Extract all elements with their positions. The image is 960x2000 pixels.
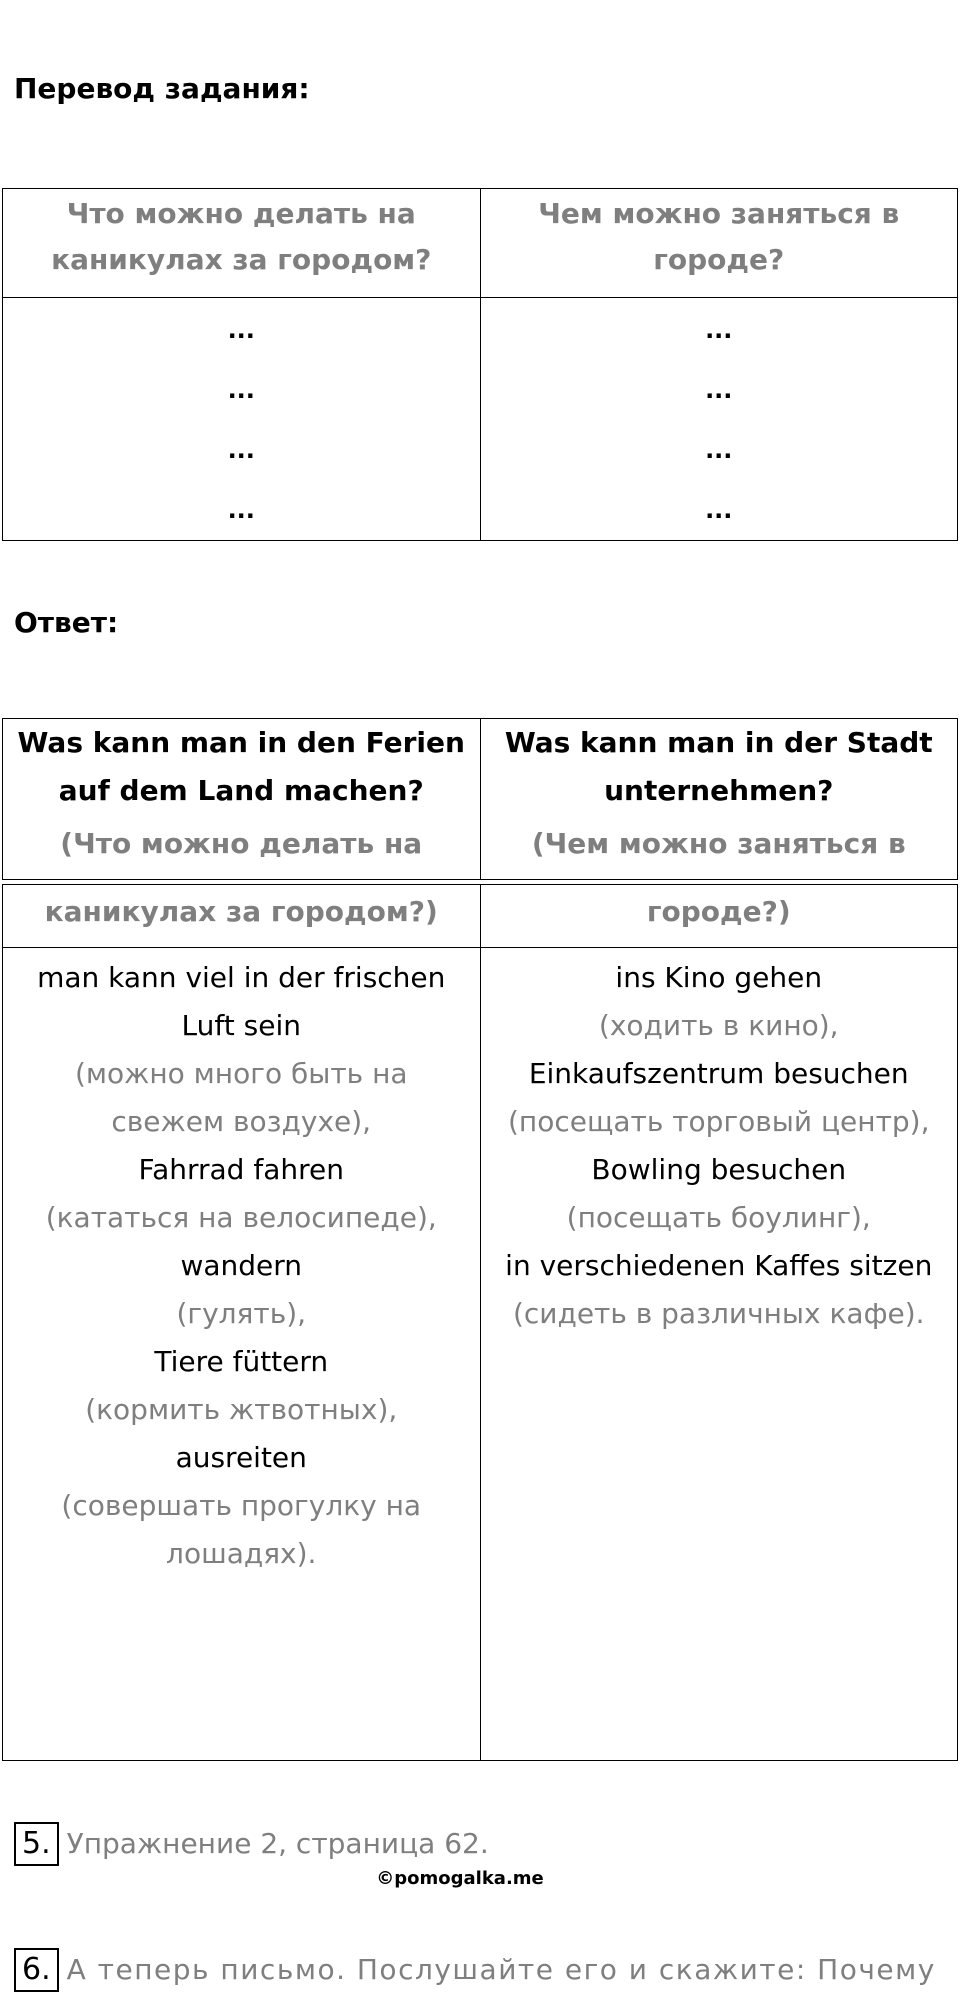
translation-line: свежем воздухе), [111,1105,372,1138]
translation-line: (совершать прогулку на [61,1489,422,1522]
translation-line: (посещать боулинг), [566,1201,871,1234]
header-line: auf dem Land machen? [58,774,424,807]
answer-body-row [3,948,958,1761]
answer-line: Fahrrad fahren [138,1153,344,1186]
translation-col2-header [480,189,958,298]
translation-line: (кормить жтвотных), [85,1393,398,1426]
translation-col1-body [3,298,481,541]
header-line: Чем можно заняться в [538,197,900,230]
exercise-5 [14,1822,489,1866]
answer-col2-subheader [480,885,958,948]
exercise-text: А теперь письмо. Послушайте его и скажите: Почему [66,1953,936,1986]
header-line: Was kann man in den Ferien [17,726,465,759]
translation-line: (можно много быть на [74,1057,408,1090]
answer-line: Bowling besuchen [591,1153,847,1186]
translation-col2-body [480,298,958,541]
header-translation: (Что можно делать на [60,827,423,860]
ellipsis: ... [705,436,733,464]
translation-line: (сидеть в различных кафе). [512,1297,925,1330]
answer-line: Luft sein [181,1009,301,1042]
ellipsis: ... [227,496,255,524]
translation-line: лошадях). [166,1537,317,1570]
header-line: Что можно делать на [66,197,416,230]
translation-body-row [3,298,958,541]
header-translation: городе?) [646,895,791,928]
answer-line: Einkaufszentrum besuchen [528,1057,909,1090]
translation-line: (кататься на велосипеде), [45,1201,437,1234]
answer-col1-body [3,948,481,1761]
answer-line: ins Kino gehen [615,961,823,994]
translation-col1-header [3,189,481,298]
header-line: городе? [653,243,785,276]
translation-header-row [3,189,958,298]
translation-table [2,188,958,541]
header-translation: каникулах за городом?) [44,895,438,928]
answer-col2-body [480,948,958,1761]
exercise-text: Упражнение 2, страница 62. [66,1827,489,1860]
answer-line: man kann viel in der frischen [37,961,446,994]
translation-heading: Перевод задания: [14,72,310,105]
ellipsis: ... [227,436,255,464]
header-translation: (Чем можно заняться в [531,827,906,860]
answer-table-header [2,718,958,880]
header-line: каникулах за городом? [51,243,432,276]
answer-header-row [3,719,958,880]
ellipsis: ... [227,316,255,344]
answer-line: wandern [180,1249,303,1282]
header-line: Was kann man in der Stadt [504,726,933,759]
answer-col1-subheader [3,885,481,948]
translation-line: (посещать торговый центр), [508,1105,930,1138]
answer-heading: Ответ: [14,606,119,639]
copyright: ©pomogalka.me [376,1868,544,1889]
header-line: unternehmen? [604,774,834,807]
exercise-number: 5. [14,1822,59,1866]
ellipsis: ... [705,496,733,524]
translation-line: (гулять), [176,1297,307,1330]
answer-col1-list [11,954,472,1578]
answer-line: in verschiedenen Kaffes sitzen [505,1249,933,1282]
answer-col2-header [480,719,958,880]
translation-line: (ходить в кино), [598,1009,839,1042]
answer-subheader-row [3,885,958,948]
answer-table [2,884,958,1761]
ellipsis: ... [227,376,255,404]
exercise-number: 6. [14,1948,59,1992]
answer-col2-list [489,954,950,1338]
answer-line: Tiere füttern [154,1345,329,1378]
exercise-6 [14,1948,936,1992]
answer-col1-header [3,719,481,880]
ellipsis: ... [705,316,733,344]
answer-line: ausreiten [175,1441,307,1474]
ellipsis: ... [705,376,733,404]
